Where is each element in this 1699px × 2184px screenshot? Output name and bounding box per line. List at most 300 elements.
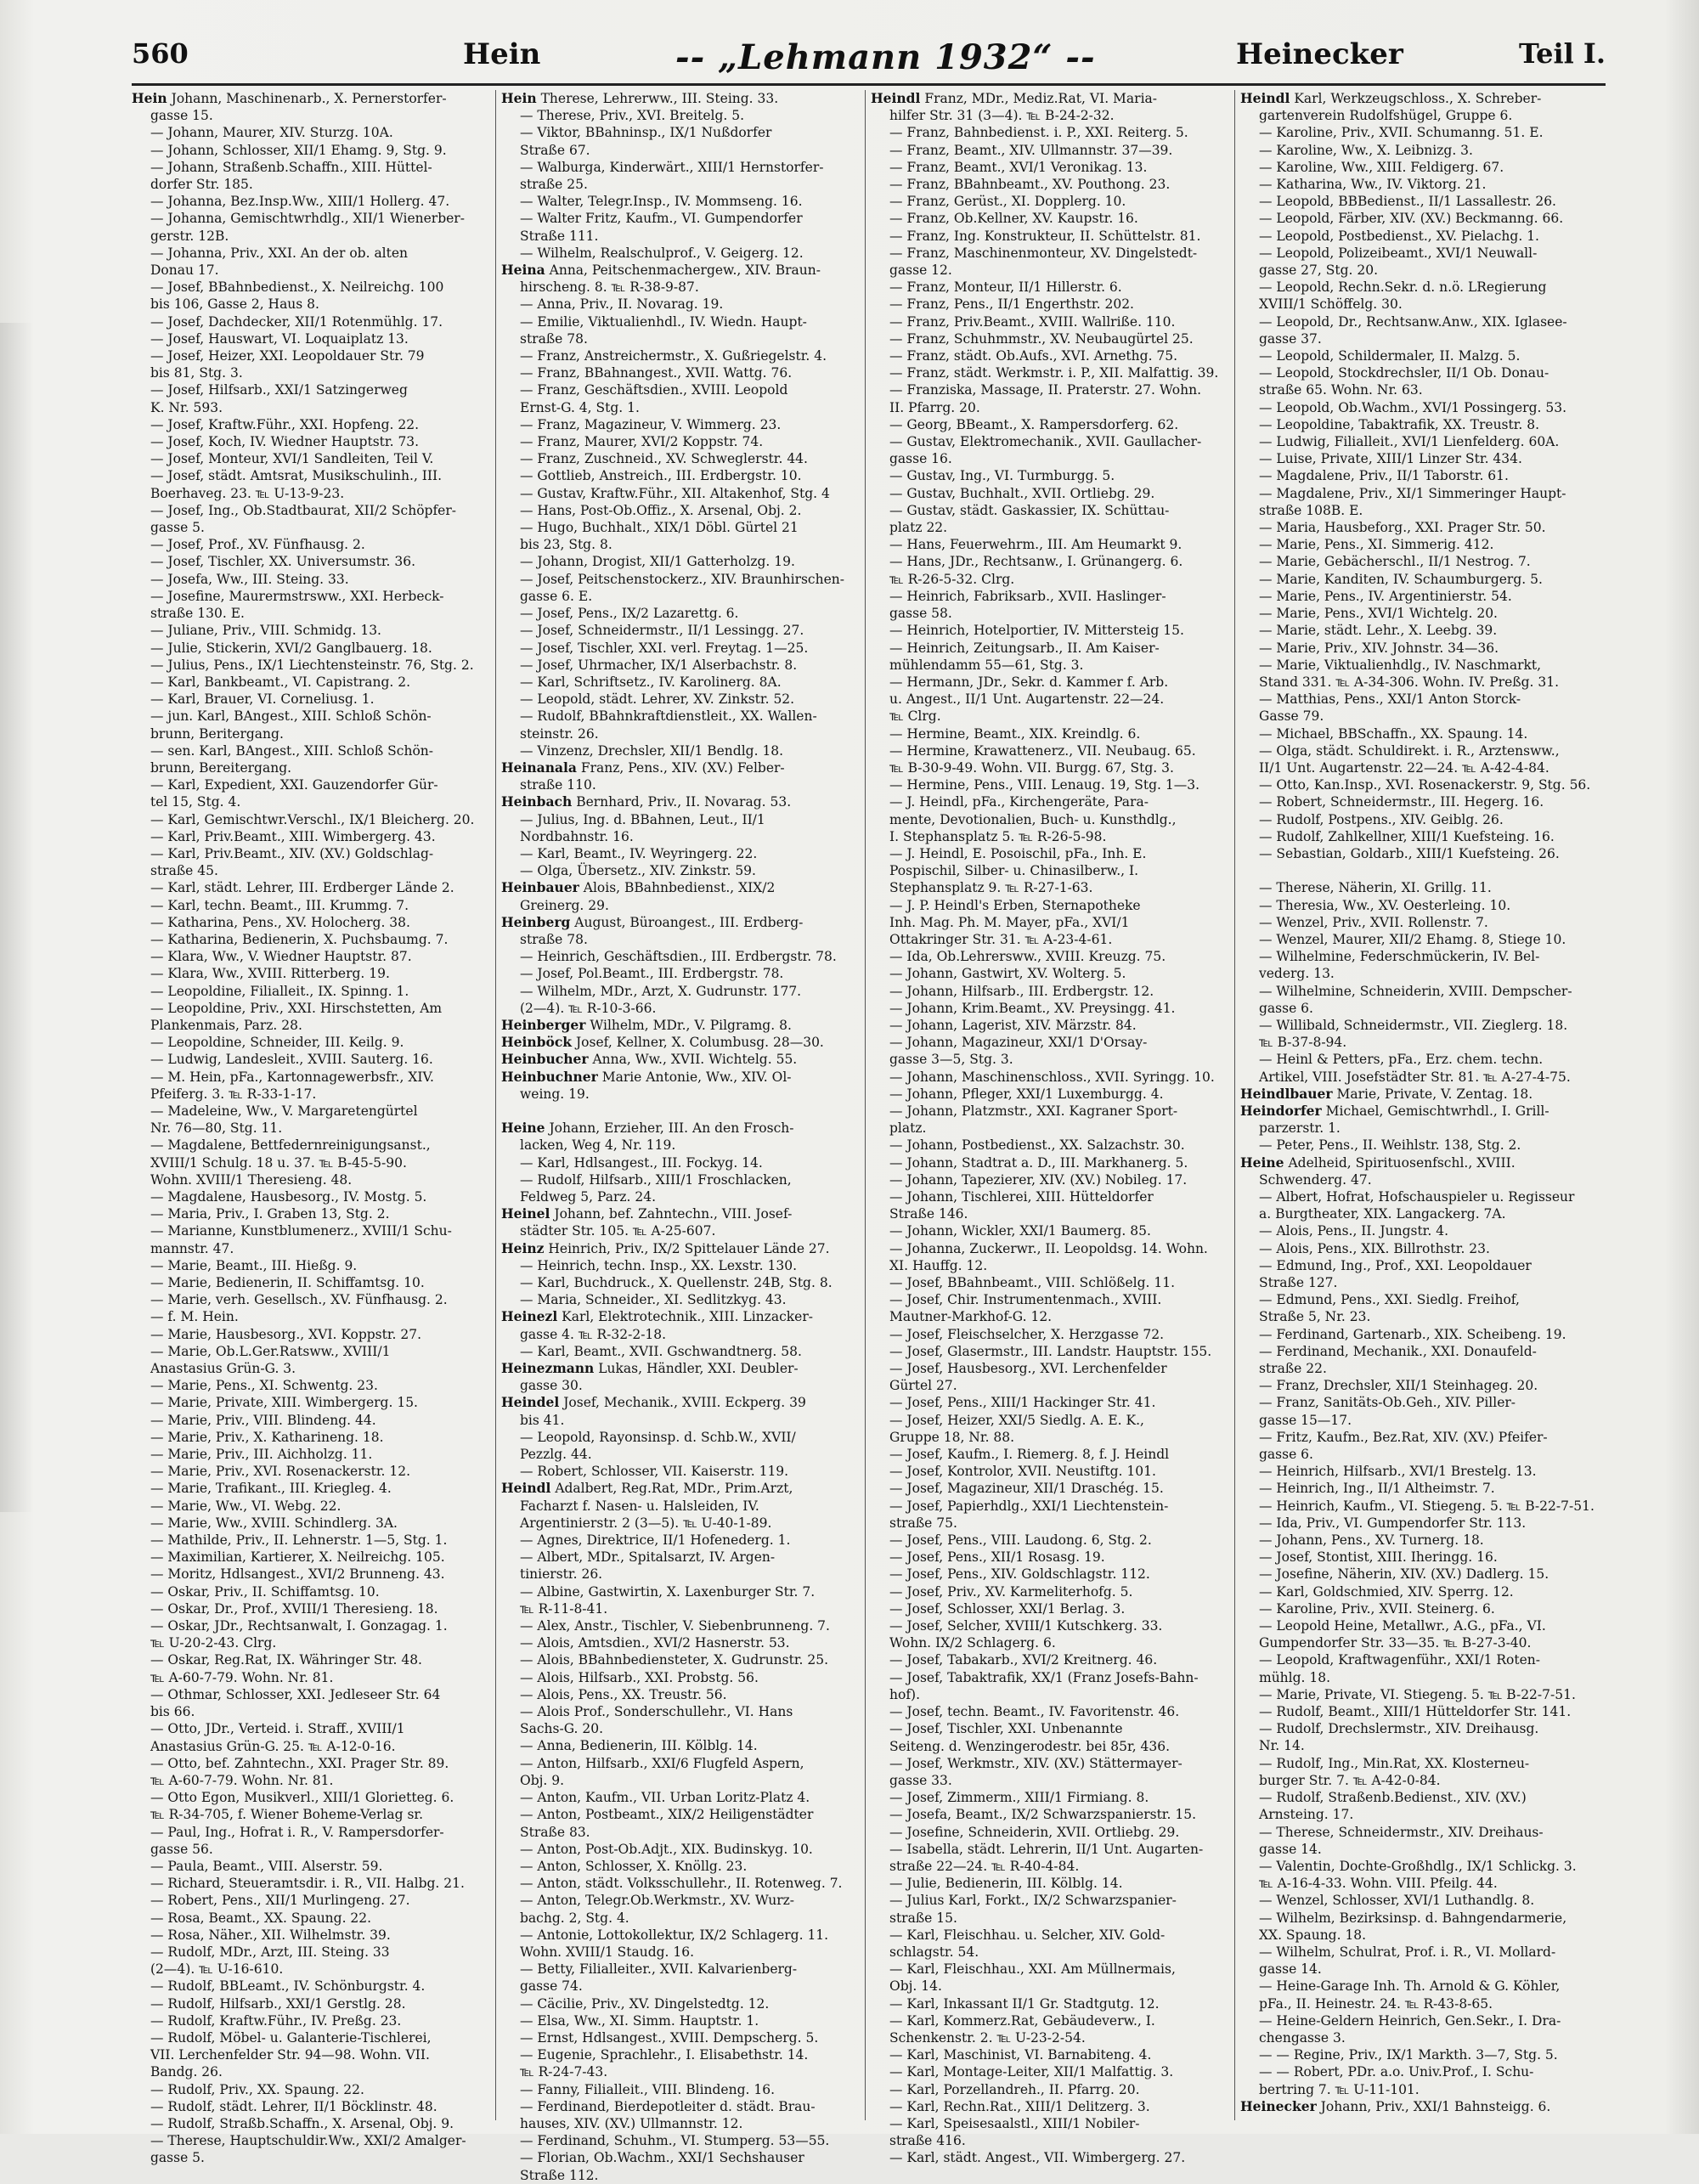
surname-entry [501, 1308, 858, 1325]
directory-entry [132, 1429, 488, 1446]
directory-entry [501, 845, 858, 862]
entry-text: — Karl, Goldschmied, XIV. Sperrg. 12. [1259, 1583, 1514, 1600]
directory-entry [1240, 1222, 1606, 1239]
directory-entry [871, 1755, 1228, 1772]
entry-text: Anastasius Grün-G. 25. ℡ A-12-0-16. [150, 1738, 396, 1754]
entry-text: gerstr. 12B. [150, 228, 229, 244]
entry-text: — Anton, Postbeamt., XIX/2 Heiligenstädter [520, 1807, 814, 1823]
entry-text: — Wilhelm, MDr., Arzt, X. Gudrunstr. 177. [520, 983, 802, 999]
entry-text: gasse 14. [1259, 1961, 1322, 1978]
directory-entry [1240, 553, 1606, 570]
entry-text: — Josef, Selcher, XVIII/1 Kutschkerg. 33. [889, 1618, 1163, 1634]
column-divider [495, 90, 496, 2120]
entry-text: — Gustav, städt. Gaskassier, IX. Schüttau- [889, 502, 1170, 518]
directory-entry [132, 1789, 488, 1806]
surname-entry [501, 1240, 858, 1257]
entry-text: — Franz, Schuhmmstr., XV. Neubaugürtel 25. [889, 330, 1194, 347]
entry-text: — Leopold, Stockdrechsler, II/1 Ob. Donau- [1259, 365, 1549, 381]
entry-text: — Albert, Hofrat, Hofschauspieler u. Regisseur [1259, 1188, 1575, 1205]
entry-text: — Johann, Pfleger, XXI/1 Luxemburgg. 4. [889, 1086, 1164, 1102]
entry-text: — Gustav, Kraftw.Führ., XII. Altakenhof, Stg. 4 [520, 485, 830, 501]
entry-text: — Gottlieb, Anstreich., III. Erdbergstr. 10. [520, 468, 802, 484]
directory-entry [871, 296, 1228, 313]
entry-continuation [132, 296, 488, 313]
entry-text: straße 75. [889, 1515, 957, 1531]
surname-entry [501, 1205, 858, 1222]
entry-continuation [1240, 1446, 1606, 1463]
surname-entry [1240, 2098, 1606, 2115]
entry-text: — Johanna, Zuckerwr., II. Leopoldsg. 14. Wohn. [889, 1240, 1208, 1256]
surname-heading: Hein [132, 90, 167, 106]
directory-entry [1240, 1789, 1606, 1806]
directory-entry [501, 2081, 858, 2098]
directory-entry [501, 1429, 858, 1446]
entry-text: — Josef, Koch, IV. Wiedner Hauptstr. 73. [150, 434, 420, 450]
entry-text: — Marie, Pens., IV. Argentinierstr. 54. [1259, 588, 1512, 604]
entry-text: — Marie, Pens., XI. Simmerig. 412. [1259, 537, 1494, 553]
entry-continuation [871, 107, 1228, 124]
entry-text: — Johanna, Bez.Insp.Ww., XIII/1 Hollerg. 47. [150, 194, 450, 210]
entry-text: — Ida, Priv., VI. Gumpendorfer Str. 113. [1259, 1515, 1527, 1531]
entry-text: Pfeiferg. 3. ℡ R-33-1-17. [150, 1086, 317, 1102]
directory-entry [1240, 1480, 1606, 1497]
entry-text: — Antonie, Lottokollektur, IX/2 Schlagerg. 11. [520, 1927, 829, 1943]
entry-text: — Rudolf, Hilfsarb., XIII/1 Froschlacken, [520, 1171, 792, 1188]
entry-text: — Johann, Wickler, XXI/1 Baumerg. 85. [889, 1223, 1151, 1239]
directory-entry [501, 1171, 858, 1188]
entry-text: Wohn. XVIII/1 Theresieng. 48. [150, 1171, 353, 1188]
directory-entry [501, 1703, 858, 1720]
entry-text: — Marie, Bedienerin, II. Schiffamtsg. 10. [150, 1275, 425, 1291]
entry-continuation [1240, 1308, 1606, 1325]
entry-text: bertring 7. ℡ U-11-101. [1259, 2081, 1420, 2097]
entry-text: — Franz, Gerüst., XI. Dopplerg. 10. [889, 194, 1126, 210]
entry-text: — Katharina, Pens., XV. Holocherg. 38. [150, 914, 410, 930]
directory-entry [871, 1617, 1228, 1634]
entry-text: — Marie, verh. Gesellsch., XV. Fünfhausg. 2. [150, 1292, 448, 1308]
entry-continuation [501, 228, 858, 245]
directory-entry [1240, 1429, 1606, 1446]
entry-text: — Otto, JDr., Verteid. i. Straff., XVIII/1 [150, 1721, 405, 1737]
entry-text: — Rudolf, Zahlkellner, XIII/1 Kuefsteing. 16. [1259, 828, 1555, 844]
directory-entry [132, 1412, 488, 1429]
entry-text: Straße 83. [520, 1824, 590, 1840]
directory-entry [871, 330, 1228, 347]
entry-continuation [871, 811, 1228, 828]
entry-text: August, Büroangest., III. Erdberg- [570, 914, 804, 930]
entry-continuation [132, 1772, 488, 1789]
directory-entry [871, 1651, 1228, 1668]
directory-entry [132, 811, 488, 828]
directory-entry [1240, 485, 1606, 502]
entry-text: — Johann, Magazineur, XXI/1 D'Orsay- [889, 1035, 1148, 1051]
entry-continuation [132, 2149, 488, 2166]
directory-entry [871, 193, 1228, 210]
directory-entry [1240, 416, 1606, 433]
entry-text: Artikel, VIII. Josefstädter Str. 81. ℡ A-27-4-75. [1259, 1069, 1571, 1085]
directory-entry [871, 674, 1228, 691]
entry-text: — Josef, Kontrolor, XVII. Neustiftg. 101. [889, 1464, 1156, 1480]
entry-text: — Magdalene, Hausbesorg., IV. Mostg. 5. [150, 1189, 427, 1205]
entry-text: ℡ B-37-8-94. [1259, 1035, 1347, 1051]
entry-text: gasse 6. E. [520, 588, 593, 604]
entry-text: — Rudolf, städt. Lehrer, II/1 Böcklinstr. 48. [150, 2098, 437, 2114]
entry-text: gasse 6. [1259, 1447, 1313, 1463]
entry-text: Straße 111. [520, 228, 599, 244]
entry-text: Straße 146. [889, 1206, 968, 1222]
directory-entry [1240, 571, 1606, 588]
entry-text: — Karl, Expedient, XXI. Gauzendorfer Gür- [150, 777, 438, 793]
entry-text: Greinerg. 29. [520, 897, 609, 913]
directory-entry [871, 1000, 1228, 1017]
directory-entry [871, 2046, 1228, 2063]
entry-text: — Josef, Glasermstr., III. Landstr. Hauptstr. 155. [889, 1343, 1212, 1359]
entry-text: — Karoline, Ww., X. Leibnizg. 3. [1259, 142, 1473, 158]
entry-text: Franz, Pens., XIV. (XV.) Felber- [576, 759, 785, 776]
entry-text: — Michael, BBSchaffn., XX. Spaung. 14. [1259, 725, 1528, 742]
directory-entry [132, 1927, 488, 1944]
entry-text: — Karl, Brauer, VI. Corneliusg. 1. [150, 691, 375, 708]
entry-continuation [132, 1360, 488, 1377]
entry-continuation [501, 588, 858, 605]
entry-continuation [132, 1703, 488, 1720]
directory-entry [871, 1069, 1228, 1086]
entry-text: — Leopold, Rechn.Sekr. d. n.ö. LRegierung [1259, 279, 1547, 296]
surname-heading: Heinecker [1240, 2097, 1317, 2114]
directory-entry [1240, 1257, 1606, 1274]
entry-text: — Karl, Priv.Beamt., XIII. Wimbergerg. 43. [150, 828, 436, 844]
directory-entry [871, 1240, 1228, 1257]
directory-entry [1240, 536, 1606, 553]
directory-entry [501, 1343, 858, 1360]
directory-entry [871, 2012, 1228, 2029]
entry-continuation [871, 262, 1228, 279]
directory-entry [871, 725, 1228, 742]
entry-text: — Leopold, Rayonsinsp. d. Schb.W., XVII/ [520, 1429, 796, 1445]
entry-continuation [132, 2046, 488, 2063]
directory-entry [871, 2081, 1228, 2098]
entry-text: — Karl, städt. Angest., VII. Wimbergerg. 27. [889, 2150, 1186, 2166]
entry-text: — Rudolf, Beamt., XIII/1 Hütteldorfer Str. 141. [1259, 1704, 1572, 1720]
entry-text: — Ida, Ob.Lehrersww., XVIII. Kreuzg. 75. [889, 949, 1166, 965]
entry-text: — Josef, Pens., VIII. Laudong. 6, Stg. 2. [889, 1532, 1152, 1549]
entry-text: mente, Devotionalien, Buch- u. Kunsthdlg., [889, 811, 1177, 827]
directory-entry [1240, 450, 1606, 467]
entry-continuation [501, 536, 858, 553]
entry-text: gasse 5. [150, 520, 205, 536]
entry-continuation [501, 1326, 858, 1343]
entry-text: — J. Heindl, pFa., Kirchengeräte, Para- [889, 794, 1149, 810]
directory-entry [132, 2115, 488, 2132]
entry-text: ℡ R-11-8-41. [520, 1600, 608, 1617]
entry-text: — Katharina, Bedienerin, X. Puchsbaumg. 7. [150, 931, 449, 947]
entry-continuation [501, 1978, 858, 1995]
entry-text: — Josef, Magazineur, XII/1 Draschég. 15. [889, 1481, 1164, 1497]
directory-entry [501, 245, 858, 262]
entry-continuation [501, 2167, 858, 2184]
entry-text: — Josef, Hausbesorg., XVI. Lerchenfelder [889, 1361, 1167, 1377]
entry-text: — Josef, techn. Beamt., IV. Favoritenstr. 46. [889, 1704, 1180, 1720]
directory-entry [501, 622, 858, 639]
entry-text: — Johann, Tischlerei, XIII. Hütteldorfer [889, 1189, 1154, 1205]
entry-continuation [1240, 1412, 1606, 1429]
directory-entry [871, 776, 1228, 793]
entry-text: — Richard, Steueramtsdir. i. R., VII. Halbg. 21. [150, 1876, 465, 1892]
entry-text: a. Burgtheater, XIX. Langackerg. 7A. [1259, 1206, 1506, 1222]
directory-entry [1240, 2012, 1606, 2029]
directory-entry [132, 450, 488, 467]
entry-continuation [501, 1910, 858, 1927]
directory-entry [132, 948, 488, 965]
directory-entry [501, 210, 858, 227]
directory-entry [132, 433, 488, 450]
entry-continuation [501, 897, 858, 914]
surname-entry [1240, 1086, 1606, 1103]
entry-text: Adalbert, Reg.Rat, MDr., Prim.Arzt, [550, 1481, 793, 1497]
directory-entry [132, 313, 488, 330]
entry-text: — Franz, Priv.Beamt., XVIII. Wallriße. 110. [889, 313, 1176, 330]
entry-continuation [132, 1017, 488, 1034]
entry-continuation [501, 1000, 858, 1017]
entry-text: — Fanny, Filialleit., VIII. Blindeng. 16. [520, 2081, 776, 2097]
directory-entry [132, 588, 488, 605]
entry-text: — Hermine, Beamt., XIX. Kreindlg. 6. [889, 725, 1141, 742]
directory-entry [1240, 983, 1606, 1000]
entry-text: — jun. Karl, BAngest., XIII. Schloß Schön- [150, 708, 432, 725]
directory-entry [132, 2081, 488, 2098]
entry-text: — — Robert, PDr. a.o. Univ.Prof., I. Schu- [1259, 2064, 1534, 2080]
entry-text: — Theresia, Ww., XV. Oesterleing. 10. [1259, 897, 1511, 913]
directory-entry [132, 1000, 488, 1017]
entry-text: — Marie, Priv., VIII. Blindeng. 44. [150, 1412, 376, 1428]
directory-entry [501, 862, 858, 879]
entry-text: — Leopold, Schildermaler, II. Malzg. 5. [1259, 348, 1521, 364]
surname-entry [501, 1394, 858, 1411]
directory-entry [132, 897, 488, 914]
entry-text: — Rudolf, MDr., Arzt, III. Steing. 33 [150, 1944, 390, 1960]
directory-entry [501, 640, 858, 657]
directory-entry [132, 965, 488, 982]
entry-text: — Albine, Gastwirtin, X. Laxenburger Str. 7. [520, 1583, 816, 1600]
directory-entry [1240, 931, 1606, 948]
entry-text: — Hans, Post-Ob.Offiz., X. Arsenal, Obj. 2. [520, 502, 802, 518]
entry-text: — Johann, Straßenb.Schaffn., XIII. Hüttel- [150, 159, 432, 175]
entry-text: — Anna, Bedienerin, III. Kölblg. 14. [520, 1738, 758, 1754]
entry-text: II. Pfarrg. 20. [889, 399, 980, 415]
entry-text: — Alois, Hilfsarb., XXI. Probstg. 56. [520, 1669, 759, 1685]
directory-entry [871, 124, 1228, 141]
directory-entry [1240, 1617, 1606, 1634]
directory-entry [871, 1154, 1228, 1171]
entry-text: — Gustav, Ing., VI. Turmburgg. 5. [889, 468, 1115, 484]
directory-entry [501, 1755, 858, 1772]
entry-text: — Franz, Monteur, II/1 Hillerstr. 6. [889, 279, 1122, 296]
entry-text: — Wilhelmine, Federschmückerin, IV. Bel- [1259, 949, 1540, 965]
entry-text: Marie, Private, V. Zentag. 18. [1332, 1086, 1533, 1102]
entry-text: — Ferdinand, Bierdepotleiter d. städt. Brau- [520, 2098, 816, 2114]
entry-text: straße 78. [520, 330, 588, 347]
entry-text: gasse 4. ℡ R-32-2-18. [520, 1326, 667, 1342]
directory-entry [501, 1291, 858, 1308]
entry-text: (2—4). ℡ R-10-3-66. [520, 1000, 657, 1016]
directory-entry [132, 1515, 488, 1532]
entry-text: — Marie, Hausbesorg., XVI. Koppstr. 27. [150, 1326, 422, 1342]
directory-entry [132, 1978, 488, 1995]
surname-entry [501, 262, 858, 279]
entry-text: — Hermann, JDr., Sekr. d. Kammer f. Arb. [889, 674, 1169, 690]
directory-entry [501, 1686, 858, 1703]
entry-continuation [501, 399, 858, 416]
entry-text: — Karl, Hdlsangest., III. Fockyg. 14. [520, 1154, 763, 1171]
entry-text: — Karl, Buchdruck., X. Quellenstr. 24B, Stg. 8. [520, 1275, 833, 1290]
entry-text: — Rosa, Beamt., XX. Spaung. 22. [150, 1910, 372, 1926]
entry-text: — Johanna, Gemischtwrhdlg., XII/1 Wienerber- [150, 211, 465, 227]
entry-continuation [1240, 1034, 1606, 1051]
entry-text: — Rosa, Näher., XII. Wilhelmstr. 39. [150, 1927, 391, 1943]
entry-text: — Johann, Maurer, XIV. Sturzg. 10A. [150, 125, 393, 141]
directory-entry [871, 245, 1228, 262]
entry-text: — Ferdinand, Mechanik., XXI. Donaufeld- [1259, 1343, 1537, 1359]
directory-entry [1240, 845, 1606, 862]
directory-entry [1240, 1291, 1606, 1308]
directory-entry [132, 1308, 488, 1325]
directory-entry [1240, 1720, 1606, 1737]
directory-entry [501, 691, 858, 708]
directory-entry [1240, 124, 1606, 141]
entry-text: bis 23, Stg. 8. [520, 537, 612, 553]
entry-text: — Karl, Maschinist, VI. Barnabiteng. 4. [889, 2047, 1152, 2063]
entry-text: Inh. Mag. Ph. M. Mayer, pFa., XVI/1 [889, 914, 1130, 930]
entry-text: — Marie, Private, XIII. Wimbergerg. 15. [150, 1395, 418, 1411]
entry-continuation [871, 691, 1228, 708]
surname-entry [501, 1069, 858, 1086]
entry-text: gasse 74. [520, 1978, 583, 1995]
entry-text: — Matthias, Pens., XXI/1 Anton Storck- [1259, 691, 1521, 708]
entry-text: schlagstr. 54. [889, 1944, 979, 1960]
entry-text: vederg. 13. [1259, 966, 1335, 982]
entry-text: — Josef, Fleischselcher, X. Herzgasse 72. [889, 1326, 1165, 1342]
directory-entry [132, 1875, 488, 1892]
entry-text: — Josef, Priv., XV. Karmeliterhofg. 5. [889, 1583, 1133, 1600]
entry-continuation [871, 914, 1228, 931]
directory-entry [1240, 605, 1606, 622]
directory-entry [1240, 142, 1606, 159]
entry-text: — Olga, städt. Schuldirekt. i. R., Arztensww., [1259, 742, 1560, 759]
entry-continuation [1240, 381, 1606, 398]
entry-text: Stephansplatz 9. ℡ R-27-1-63. [889, 880, 1093, 896]
directory-entry [501, 2046, 858, 2063]
directory-entry [132, 1446, 488, 1463]
directory-entry [501, 1806, 858, 1823]
entry-text: Argentinierstr. 2 (3—5). ℡ U-40-1-89. [520, 1515, 772, 1531]
directory-entry [132, 1944, 488, 1961]
entry-text: — Vinzenz, Drechsler, XII/1 Bendlg. 18. [520, 742, 784, 759]
directory-entry [132, 2029, 488, 2046]
entry-continuation [501, 1086, 858, 1103]
directory-entry [501, 553, 858, 570]
entry-text: Schwenderg. 47. [1259, 1171, 1372, 1188]
entry-text: — Franz, Maurer, XVI/2 Koppstr. 74. [520, 434, 764, 450]
entry-text: — Franz, Zuschneid., XV. Schweglerstr. 44. [520, 451, 808, 467]
entry-continuation [132, 176, 488, 193]
directory-entry [501, 450, 858, 467]
entry-text: — Johann, Tapezierer, XIV. (XV.) Nobileg. 17. [889, 1171, 1188, 1188]
directory-entry [501, 2132, 858, 2149]
directory-entry [501, 1257, 858, 1274]
entry-text: — Marie, Ww., XVIII. Schindlerg. 3A. [150, 1515, 398, 1531]
entry-text: — Betty, Filialleiter., XVII. Kalvarienberg- [520, 1961, 798, 1978]
entry-text: — Rudolf, Straßb.Schaffn., X. Arsenal, Obj. 9. [150, 2115, 454, 2131]
entry-text: — Rudolf, Möbel- u. Galanterie-Tischlerei, [150, 2029, 432, 2046]
entry-continuation [1240, 674, 1606, 691]
entry-text: straße 25. [520, 177, 588, 193]
entry-continuation [871, 1738, 1228, 1755]
directory-entry [132, 124, 488, 141]
entry-text: — Hermine, Pens., VIII. Lenaug. 19, Stg. 1—3. [889, 777, 1200, 793]
entry-text: — Alois Prof., Sonderschullehr., VI. Hans [520, 1704, 793, 1720]
directory-entry [501, 502, 858, 519]
surname-entry [501, 759, 858, 776]
directory-entry [132, 983, 488, 1000]
entry-text: — Franz, Pens., II/1 Engerthstr. 202. [889, 296, 1134, 313]
entry-continuation [132, 1806, 488, 1823]
entry-text: — Josef, Pens., XII/1 Rosasg. 19. [889, 1549, 1105, 1566]
directory-entry [871, 948, 1228, 965]
entry-continuation [871, 1686, 1228, 1703]
entry-text: — Wilhelmine, Schneiderin, XVIII. Dempscher- [1259, 983, 1572, 999]
entry-continuation [871, 2132, 1228, 2149]
directory-entry [132, 1498, 488, 1515]
surname-heading: Heindl [1240, 90, 1290, 106]
entry-text: — Therese, Hauptschuldir.Ww., XXI/2 Amalger- [150, 2133, 466, 2149]
directory-entry [132, 657, 488, 674]
entry-continuation [871, 399, 1228, 416]
directory-entry [1240, 1755, 1606, 1772]
directory-entry [1240, 640, 1606, 657]
entry-text: — Ernst, Hdlsangest., XVIII. Dempscherg. 5. [520, 2029, 819, 2046]
directory-entry [132, 879, 488, 896]
entry-text: — Anton, städt. Volksschullehr., II. Rotenweg. 7. [520, 1876, 843, 1892]
entry-text: — Johann, Gastwirt, XV. Wolterg. 5. [889, 966, 1126, 982]
entry-text: dorfer Str. 185. [150, 177, 253, 193]
entry-text: — J. P. Heindl's Erben, Sternapotheke [889, 897, 1141, 913]
entry-text: Pospischil, Silber- u. Chinasilberw., I. [889, 863, 1139, 879]
entry-text: — Heinrich, Geschäftsdien., III. Erdbergstr. 78. [520, 949, 837, 965]
entry-text: — Josef, Papierhdlg., XXI/1 Liechtenstein- [889, 1498, 1169, 1514]
entry-text: — Josef, Pens., XIV. Goldschlagstr. 112. [889, 1566, 1150, 1583]
directory-entry [871, 1394, 1228, 1411]
entry-text: — Madeleine, Ww., V. Margaretengürtel [150, 1103, 418, 1119]
surname-heading: Heina [501, 262, 545, 279]
directory-entry [1240, 1188, 1606, 1205]
directory-entry [501, 1858, 858, 1875]
entry-text: — Franz, Geschäftsdien., XVIII. Leopold [520, 382, 788, 398]
entry-text: gasse 27, Stg. 20. [1259, 262, 1379, 279]
entry-continuation [132, 519, 488, 536]
publication-title: -- „Lehmann 1932“ -- [675, 37, 1096, 77]
directory-entry [871, 1188, 1228, 1205]
directory-entry [132, 502, 488, 519]
entry-continuation [132, 759, 488, 776]
entry-text: straße 45. [150, 863, 218, 879]
directory-entry [871, 553, 1228, 570]
directory-entry [871, 279, 1228, 296]
entry-text: — Josef, Peitschenstockerz., XIV. Braunhirschen- [520, 571, 844, 587]
directory-entry [132, 467, 488, 484]
directory-entry [871, 1412, 1228, 1429]
entry-text: — Gustav, Buchhalt., XVII. Ortliebg. 29. [889, 485, 1155, 501]
entry-continuation [871, 1910, 1228, 1927]
